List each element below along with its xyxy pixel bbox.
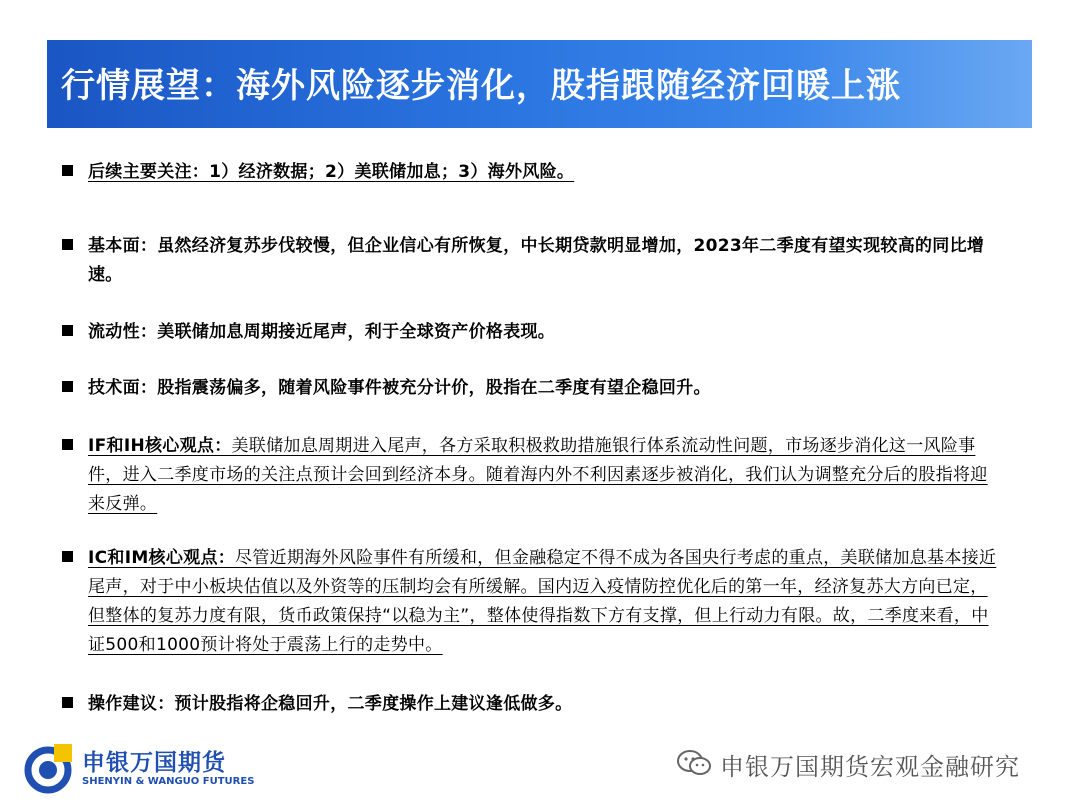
bullet-marker — [62, 551, 73, 562]
bullet-fundamentals — [62, 232, 1002, 290]
logo-mark-icon — [24, 742, 76, 794]
bullet-label: IC和IM核心观点： — [88, 548, 236, 568]
bullet-if-ih — [62, 432, 1002, 519]
bullet-marker — [62, 165, 73, 176]
logo-name-en: SHENYIN & WANGUO FUTURES — [82, 776, 255, 787]
wechat-watermark — [676, 745, 1056, 781]
page-title: 行情展望：海外风险逐步消化，股指跟随经济回暖上涨 — [61, 66, 901, 106]
bullet-marker — [62, 381, 73, 392]
bullet-operation — [62, 690, 1002, 719]
bullet-focus — [62, 158, 1002, 187]
title-banner — [47, 40, 1032, 128]
bullet-liquidity — [62, 318, 1002, 347]
bullet-technical — [62, 374, 1002, 403]
logo-name-cn: 申银万国期货 — [82, 750, 226, 776]
bullet-text: 技术面：股指震荡偏多，随着风险事件被充分计价，股指在二季度有望企稳回升。 — [88, 378, 711, 398]
bullet-marker — [62, 239, 73, 250]
bullet-text — [88, 432, 1002, 519]
bullet-text: 操作建议：预计股指将企稳回升，二季度操作上建议逢低做多。 — [88, 694, 573, 714]
watermark-text: 申银万国期货宏观金融研究 — [720, 753, 1020, 781]
bullet-marker — [62, 325, 73, 336]
bullet-text: 后续主要关注：1）经济数据；2）美联储加息；3）海外风险。 — [88, 162, 575, 182]
bullet-text — [88, 544, 1002, 660]
bullet-marker — [62, 439, 73, 450]
bullet-text: 基本面：虽然经济复苏步伐较慢，但企业信心有所恢复，中长期贷款明显增加，2023年二季度有望实现较高的同比增速。 — [88, 236, 985, 285]
bullet-body: 美联储加息周期进入尾声，各方采取积极救助措施银行体系流动性问题，市场逐步消化这一风险事件，进入二季度市场的关注点预计会回到经济本身。随着海内外不利因素逐步被消化，我们认为调整充分后的股指将迎来反弹。 — [88, 436, 988, 514]
bullet-ic-im — [62, 544, 1002, 660]
bullet-text: 流动性：美联储加息周期接近尾声，利于全球资产价格表现。 — [88, 322, 556, 342]
bullet-body: 尽管近期海外风险事件有所缓和，但金融稳定不得不成为各国央行考虑的重点，美联储加息基本接近尾声，对于中小板块估值以及外资等的压制均会有所缓解。国内迈入疫情防控优化后的第一年，经济复苏大方向已定，但整体的复苏力度有限，货币政策保持“以稳为主”，整体使得指数下方有支撑，但上行动力有限。故，二季度来看，中证500和1000预计将处于震荡上行的走势中。 — [88, 548, 997, 655]
company-logo — [24, 738, 255, 798]
bullet-marker — [62, 697, 73, 708]
wechat-icon — [676, 749, 712, 777]
bullet-label: IF和IH核心观点： — [88, 436, 232, 456]
